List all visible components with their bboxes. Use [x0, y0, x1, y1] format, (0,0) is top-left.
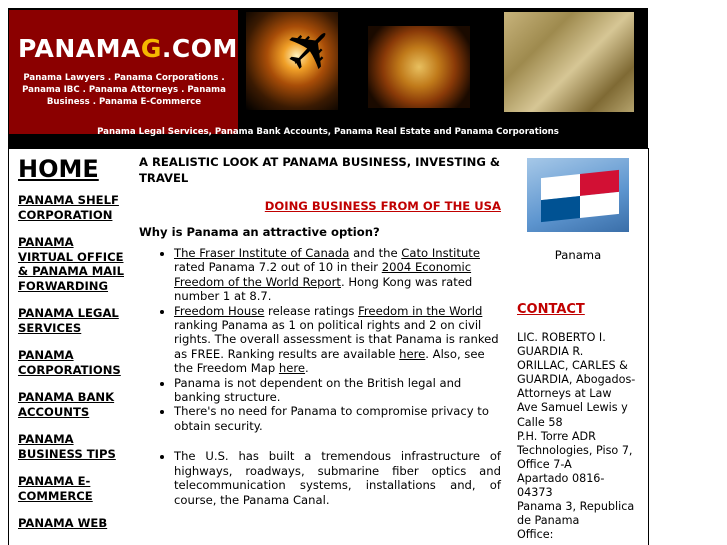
address-line: GUARDIA R.	[517, 345, 584, 359]
address-line: Apartado 0816-	[517, 471, 605, 485]
text: and the	[349, 246, 402, 260]
logo-text-accent: G	[140, 34, 162, 63]
list-item	[174, 246, 501, 304]
freedom-in-world-link[interactable]: Freedom in the World	[358, 303, 483, 318]
flag-cloth	[541, 170, 619, 222]
address-line: Calle 58	[517, 415, 563, 429]
address-line: Attorneys at Law	[517, 387, 612, 401]
address-line: ORILLAC, CARLES &	[517, 359, 628, 373]
nav-shelf-corporation[interactable]: PANAMA SHELF CORPORATION	[18, 193, 119, 222]
cato-institute-link[interactable]: Cato Institute	[401, 246, 480, 260]
right-column	[517, 155, 639, 542]
airplane-icon: ✈	[268, 7, 354, 93]
list-item: • Panama is not dependent on the British legal and banking structure.	[174, 376, 501, 405]
right-border	[648, 148, 649, 545]
nav-home-link[interactable]: HOME	[18, 155, 99, 183]
logo-panel	[9, 10, 238, 134]
freedom-map-link[interactable]: here	[278, 361, 306, 376]
flag-quarter	[580, 192, 619, 218]
reasons-list	[139, 246, 501, 507]
flag-caption: Panama	[554, 248, 602, 262]
left-border	[8, 148, 9, 545]
address-line: 04373	[517, 486, 553, 500]
address-line: Technologies, Piso 7,	[517, 443, 633, 457]
panama-flag-image	[527, 158, 629, 232]
site-header	[8, 8, 648, 148]
text: . Hong Kong was rated number 1 at 8.7.	[174, 274, 473, 304]
text: release ratings	[264, 303, 359, 318]
section-heading: Why is Panama an attractive option?	[139, 225, 380, 239]
sidebar-nav	[18, 155, 128, 544]
list-item: • There's no need for Panama to compromise privacy to obtain security.	[174, 404, 501, 433]
address-line: Office:	[517, 528, 554, 542]
ranking-results-link[interactable]: here	[399, 346, 426, 361]
nav-bank-accounts[interactable]: PANAMA BANK ACCOUNTS	[18, 390, 115, 419]
globe-photo	[368, 26, 470, 108]
nav-web[interactable]: PANAMA WEB	[18, 516, 108, 530]
address-line: Office 7-A	[517, 457, 572, 471]
contact-address	[517, 331, 639, 542]
text: .	[305, 361, 309, 376]
text: . Also, see the Freedom Map	[174, 346, 485, 376]
freedom-house-link[interactable]: Freedom House	[174, 303, 265, 318]
page-title: A REALISTIC LOOK AT PANAMA BUSINESS, INVESTING & TRAVEL	[139, 155, 501, 185]
nav-corporations[interactable]: PANAMA CORPORATIONS	[18, 348, 121, 377]
address-line: P.H. Torre ADR	[517, 429, 596, 443]
header-divider	[8, 148, 648, 149]
address-line: Ave Samuel Lewis y	[517, 401, 628, 415]
flag-quarter	[541, 196, 580, 222]
nav-e-commerce[interactable]: PANAMA E-COMMERCE	[18, 474, 93, 503]
text: rated Panama 7.2 out of 10 in their	[174, 260, 382, 275]
list-item	[174, 304, 501, 376]
address-line: GUARDIA, Abogados-	[517, 373, 636, 387]
fraser-institute-link[interactable]: The Fraser Institute of Canada	[174, 246, 350, 260]
address-line: de Panama	[517, 514, 580, 528]
site-logo[interactable]	[18, 34, 238, 63]
list-spacer	[174, 433, 501, 449]
text: ranking Panama as 1 on political rights and 2 on civil rights. The overall assessment is that Panama is ranked as FREE. Ranking results are available	[174, 318, 499, 361]
logo-text-main: PANAMA	[18, 34, 141, 63]
economic-freedom-report-link[interactable]: 2004 Economic Freedom of the World Report	[174, 260, 472, 289]
logo-text-rest: .COM	[161, 34, 238, 63]
address-line: Panama 3, Republica	[517, 500, 635, 514]
nav-business-tips[interactable]: PANAMA BUSINESS TIPS	[18, 432, 116, 461]
list-item: • The U.S. has built a tremendous infrastructure of highways, roadways, submarine fiber optics and telecommunication systems, installations and, of course, the Panama Canal.	[174, 449, 501, 507]
header-tagline: Panama Legal Services, Panama Bank Accounts, Panama Real Estate and Panama Corporations	[97, 127, 559, 137]
contact-link[interactable]: CONTACT	[517, 302, 585, 317]
address-line: LIC. ROBERTO I.	[517, 331, 606, 344]
money-photo	[504, 12, 634, 112]
doing-business-link[interactable]: DOING BUSINESS FROM OF THE USA	[264, 199, 501, 213]
nav-legal-services[interactable]: PANAMA LEGAL SERVICES	[18, 306, 119, 335]
nav-virtual-office[interactable]: PANAMA VIRTUAL OFFICE & PANAMA MAIL FORWARDING	[18, 235, 124, 293]
main-content	[139, 155, 501, 507]
logo-keywords: Panama Lawyers . Panama Corporations . Panama IBC . Panama Attorneys . Panama Business . Panama E-Commerce	[22, 73, 226, 107]
